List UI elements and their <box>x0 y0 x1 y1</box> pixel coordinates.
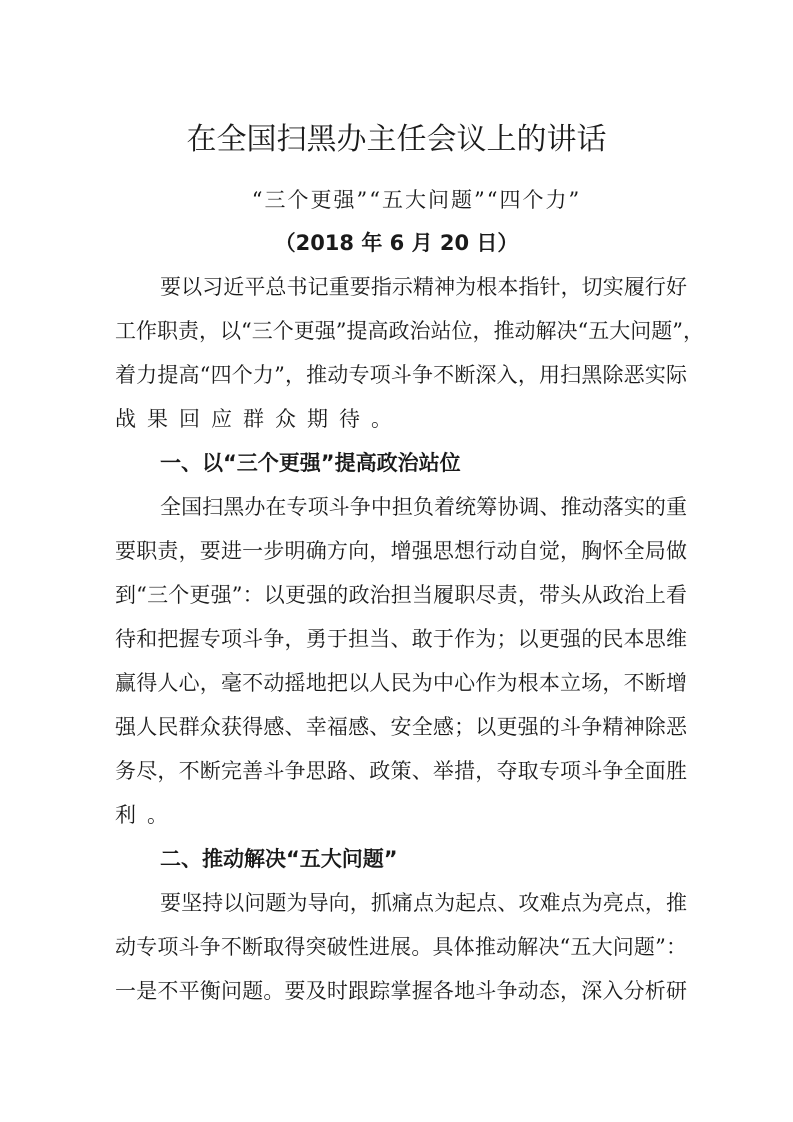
text-line: 待和把握专项斗争，勇于担当、敢于作为；以更强的民本思维 <box>115 627 687 651</box>
text-line: 强人民群众获得感、幸福感、安全感；以更强的斗争精神除恶 <box>115 715 687 739</box>
text-line: 工作职责，以“三个更强”提高政治站位，推动解决“五大问题”， <box>115 319 704 343</box>
text-line: 动专项斗争不断取得突破性进展。具体推动解决“五大问题”： <box>115 935 687 959</box>
text-line: 要职责，要进一步明确方向，增强思想行动自觉，胸怀全局做 <box>115 539 687 563</box>
text-line: 利。 <box>115 803 179 827</box>
document-subtitle: “三个更强”“五大问题”“四个力” <box>251 188 582 212</box>
document-title: 在全国扫黑办主任会议上的讲话 <box>186 122 607 157</box>
text-line: 赢得人心，毫不动摇地把以人民为中心作为根本立场，不断增 <box>115 671 687 695</box>
paragraph-intro <box>115 265 704 441</box>
text-line: 到“三个更强”：以更强的政治担当履职尽责，带头从政治上看 <box>115 583 687 607</box>
text-line: 务尽，不断完善斗争思路、政策、举措，夺取专项斗争全面胜 <box>115 759 687 783</box>
paragraph-section-1 <box>115 485 687 837</box>
text-line: 着力提高“四个力”，推动专项斗争不断深入，用扫黑除恶实际 <box>115 363 687 387</box>
text-line: 要坚持以问题为导向，抓痛点为起点、攻难点为亮点，推 <box>160 891 687 915</box>
section-heading-1: 一、以“三个更强”提高政治站位 <box>160 451 461 475</box>
text-line: 一是不平衡问题。要及时跟踪掌握各地斗争动态，深入分析研 <box>115 979 687 1003</box>
section-heading-2: 二、推动解决“五大问题” <box>160 847 398 871</box>
paragraph-section-2 <box>115 881 687 1013</box>
text-line: 全国扫黑办在专项斗争中担负着统筹协调、推动落实的重 <box>160 495 687 519</box>
text-line: 战果回应群众期待。 <box>115 407 403 431</box>
document-body <box>115 265 704 1013</box>
text-line: 要以习近平总书记重要指示精神为根本指针，切实履行好 <box>160 275 687 299</box>
document-date: （2018 年 6 月 20 日） <box>274 231 519 255</box>
